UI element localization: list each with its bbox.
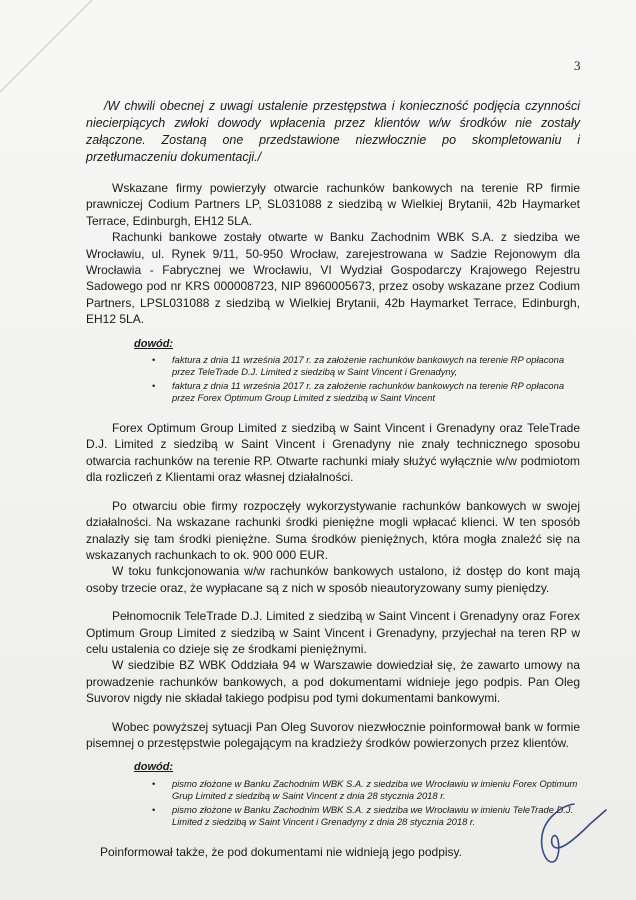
bullet-icon: • <box>152 380 156 392</box>
paragraph: Rachunki bankowe zostały otwarte w Banku Zachodnim WBK S.A. z siedziba we Wrocławiu, ul. Rynek 9/11, 50-950 Wrocław, zarejestrowana w Sadzie Rejonowym dla Wrocławia - Fabrycznej we Wrocławiu, VI Wydział Gospodarczy Krajowego Rejestru Sadowego pod nr KRS 000008723, NIP 8960005673, przez osoby wskazane przez Codium Partners, LPSL031088 z siedzibą w Wielkiej Brytanii, 42b Haymarket Terrace, Edinburgh, EH12 5LA. <box>86 230 580 327</box>
evidence-item <box>134 778 580 802</box>
evidence-item <box>134 380 580 404</box>
paragraph: Forex Optimum Group Limited z siedzibą w Saint Vincent i Grenadyny oraz TeleTrade D.J. Limited z siedzibą w Saint Vincent i Grenadyny nie znały technicznego sposobu otwarcia rachunków na terenie RP. Otwarte rachunki miały służyć wyłącznie w/w podmiotom dla rozliczeń z Klientami oraz własnej działalności. <box>86 421 580 485</box>
document-body <box>86 98 580 860</box>
bullet-icon: • <box>152 803 156 815</box>
evidence-block <box>134 336 580 404</box>
evidence-list <box>134 354 580 404</box>
evidence-item-text: faktura z dnia 11 września 2017 r. za założenie rachunków bankowych na terenie RP opłacona przez Forex Optimum Group Limited z siedzibą w Saint Vincent <box>172 380 565 404</box>
evidence-label: dowód: <box>134 337 174 350</box>
paragraph: Wskazane firmy powierzyły otwarcie rachunków bankowych na terenie RP firmie prawniczej Codium Partners LP, SL031088 z siedzibą w Wielkiej Brytanii, 42b Haymarket Terrace, Edinburgh, EH12 5LA. <box>86 181 580 228</box>
bullet-icon: • <box>152 354 156 366</box>
evidence-list <box>134 778 580 828</box>
page-number: 3 <box>574 58 581 73</box>
evidence-item-text: faktura z dnia 11 września 2017 r. za założenie rachunków bankowych na terenie RP opłacona przez TeleTrade D.J. Limited z siedzibą w Saint Vincent i Grenadyny, <box>172 354 565 378</box>
evidence-item-text: pismo złożone w Banku Zachodnim WBK S.A. z siedziba we Wrocławiu w imieniu TeleTrade D.J. Limited z siedzibą w Saint Vincent i Grenadyny z dnia 28 stycznia 2018 r. <box>172 803 574 827</box>
paragraph: Wobec powyższej sytuacji Pan Oleg Suvorov niezwłocznie poinformował bank w formie pisemnej o przestępstwie polegającym na kradzieży środków powierzonych przez klientów. <box>86 719 580 750</box>
paragraph: W siedzibie BZ WBK Oddziała 94 w Warszawie dowiedział się, że zawarto umowy na prowadzenie rachunków bankowych, a pod dokumentami widnieje jego podpis. Pan Oleg Suvorov nigdy nie składał takiego podpisu pod tymi dokumentami bankowymi. <box>86 658 580 706</box>
paragraph: Po otwarciu obie firmy rozpoczęły wykorzystywanie rachunków bankowych w swojej działalności. Na wskazane rachunki środki pieniężne mogli wpłacać klienci. W ten sposób znalazły się tam środki pieniężne. Suma środków pieniężnych, która mogła znaleźć się na wskazanych rachunkach to ok. 900 000 EUR. <box>86 498 580 562</box>
evidence-item <box>134 354 580 378</box>
evidence-block <box>134 759 580 827</box>
evidence-item <box>134 804 580 828</box>
bullet-icon: • <box>152 777 156 789</box>
paragraph: Poinformował także, że pod dokumentami nie widnieją jego podpisy. <box>100 844 462 859</box>
intro-note: /W chwili obecnej z uwagi ustalenie przestępstwa i konieczność podjęcia czynności niecierpiących zwłoki dowody wpłacenia przez klientów w/w środków nie zostały załączone. Zostaną one przedstawione niezwłocznie po skompletowaniu i przetłumaczeniu dokumentacji./ <box>86 99 580 164</box>
evidence-label: dowód: <box>134 761 174 774</box>
paragraph: Pełnomocnik TeleTrade D.J. Limited z siedzibą w Saint Vincent i Grenadyny oraz Forex Optimum Group Limited z siedzibą w Saint Vincent i Grenadyny, przyjechał na teren RP w celu ustalenia co dzieje się ze środkami pieniężnymi. <box>86 609 580 656</box>
signature-icon <box>530 796 610 876</box>
paragraph: W toku funkcjonowania w/w rachunków bankowych ustalono, iż dostęp do kont mają osoby trzecie oraz, że wypłacane są z nich w sposób nieautoryzowany sumy pieniędzy. <box>86 564 580 595</box>
evidence-item-text: pismo złożone w Banku Zachodnim WBK S.A. z siedziba we Wrocławiu w imieniu Forex Optimum Grup Limited z siedzibą w Saint Vincent z dnia 28 stycznia 2018 r. <box>172 777 578 801</box>
